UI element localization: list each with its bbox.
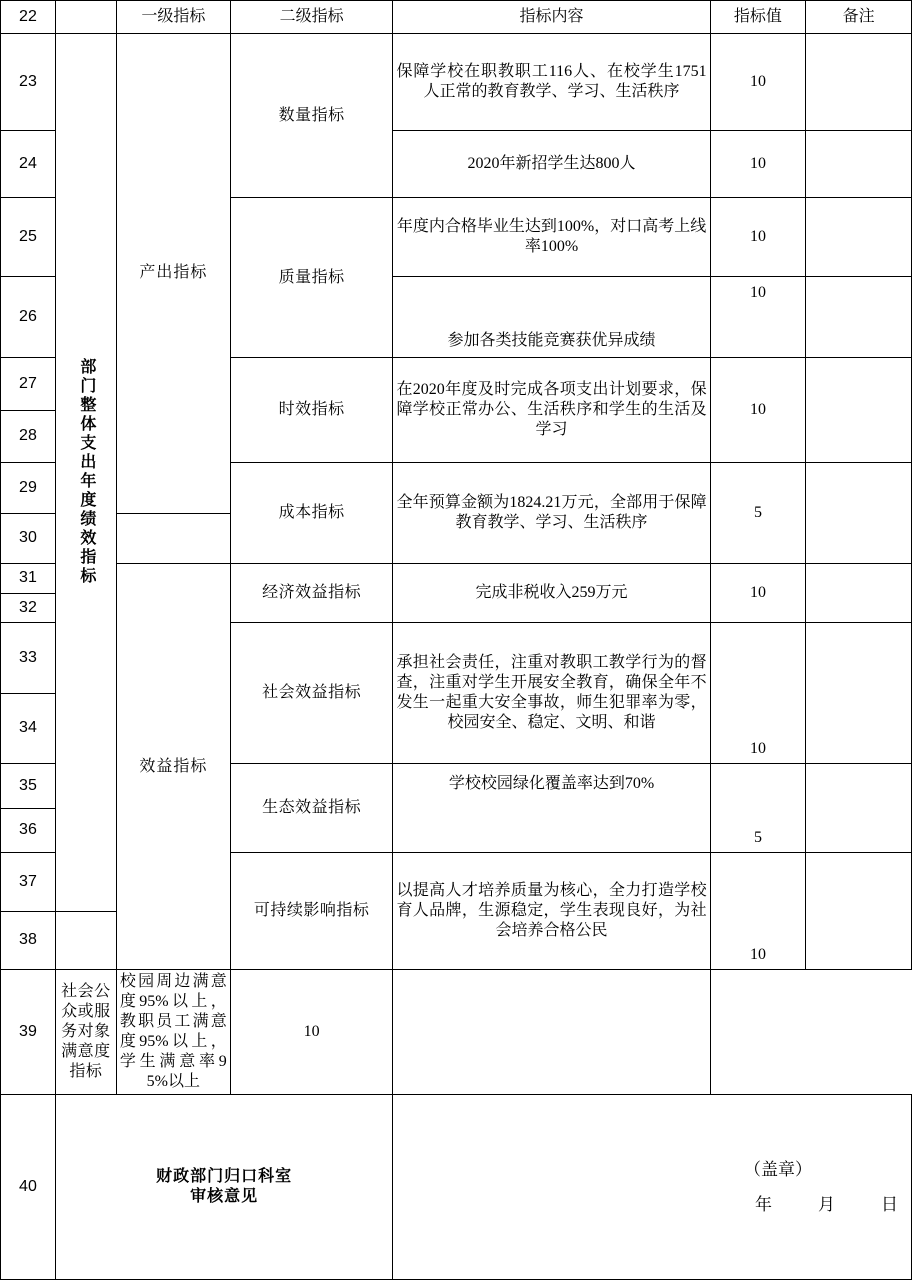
header-level2: 二级指标 (230, 1, 393, 34)
row-number-34[interactable]: 34 (1, 693, 56, 764)
row-number-24[interactable]: 24 (1, 131, 56, 198)
side-label-text: 部门整体支出年度绩效指标 (77, 358, 95, 587)
row-number-30[interactable]: 30 (1, 513, 56, 564)
remark-cell (393, 970, 710, 1095)
header-content: 指标内容 (393, 1, 710, 34)
seal-placeholder: （盖章） (744, 1159, 812, 1179)
content-cell: 参加各类技能竞赛获优异成绩 (393, 277, 710, 358)
table-row-opinion (1, 1095, 912, 1280)
row-number-38[interactable]: 38 (1, 911, 56, 970)
value-cell: 5 (710, 463, 806, 564)
remark-cell (806, 853, 912, 970)
row-number-33[interactable]: 33 (1, 623, 56, 694)
value-cell: 10 (710, 34, 806, 131)
row-number-23[interactable]: 23 (1, 34, 56, 131)
level2-timeliness: 时效指标 (230, 358, 393, 463)
header-remark: 备注 (806, 1, 912, 34)
remark-cell (806, 131, 912, 198)
remark-cell (806, 463, 912, 564)
header-col-a (55, 1, 116, 34)
content-cell: 在2020年度及时完成各项支出计划要求，保障学校正常办公、生活秩序和学生的生活及学习 (393, 358, 710, 463)
date-year: 年 (755, 1195, 772, 1214)
value-cell: 5 (710, 764, 806, 853)
level1-output: 产出指标 (116, 34, 230, 514)
table-row (1, 970, 912, 1095)
level2-sustainable: 可持续影响指标 (230, 853, 393, 970)
table-header-row (1, 1, 912, 34)
remark-cell (806, 277, 912, 358)
content-cell: 完成非税收入259万元 (393, 564, 710, 623)
date-day: 日 (881, 1195, 898, 1214)
content-cell: 保障学校在职教职工116人、在校学生1751人正常的教育教学、学习、生活秩序 (393, 34, 710, 131)
content-cell: 以提高人才培养质量为核心，全力打造学校育人品牌，生源稳定，学生表现良好，为社会培养合格公民 (393, 853, 710, 970)
value-cell: 10 (710, 131, 806, 198)
remark-cell (806, 623, 912, 764)
date-line (396, 1180, 908, 1215)
row-number-26[interactable]: 26 (1, 277, 56, 358)
header-value: 指标值 (710, 1, 806, 34)
row-number-25[interactable]: 25 (1, 198, 56, 277)
content-cell: 年度内合格毕业生达到100%，对口高考上线率100% (393, 198, 710, 277)
level2-quality: 质量指标 (230, 198, 393, 358)
level1-benefit: 效益指标 (116, 564, 230, 970)
value-cell: 10 (710, 277, 806, 358)
table-row (1, 564, 912, 594)
level2-economic: 经济效益指标 (230, 564, 393, 623)
value-cell: 10 (230, 970, 393, 1095)
table-row (1, 34, 912, 131)
date-month: 月 (818, 1195, 835, 1214)
remark-cell (806, 564, 912, 623)
row-number-36[interactable]: 36 (1, 808, 56, 853)
row-number-40[interactable]: 40 (1, 1095, 56, 1280)
row-number-28[interactable]: 28 (1, 410, 56, 463)
header-level1: 一级指标 (116, 1, 230, 34)
finance-review-label-line2: 审核意见 (190, 1188, 259, 1205)
finance-review-label (55, 1095, 393, 1280)
row-number-35[interactable]: 35 (1, 764, 56, 809)
level2-ecological: 生态效益指标 (230, 764, 393, 853)
row-number-32[interactable]: 32 (1, 593, 56, 623)
value-cell: 10 (710, 564, 806, 623)
level2-satisfaction: 社会公众或服务对象满意度指标 (55, 970, 116, 1095)
content-cell: 全年预算金额为1824.21万元，全部用于保障教育教学、学习、生活秩序 (393, 463, 710, 564)
remark-cell (806, 198, 912, 277)
level2-cost: 成本指标 (230, 463, 393, 564)
content-cell: 学校校园绿化覆盖率达到70% (393, 764, 710, 853)
remark-cell (806, 34, 912, 131)
row-number-31[interactable]: 31 (1, 564, 56, 594)
content-cell: 承担社会责任，注重对教职工教学行为的督查，注重对学生开展安全教育，确保全年不发生一起重大安全事故，师生犯罪率为零，校园安全、稳定、文明、和谐 (393, 623, 710, 764)
value-cell: 10 (710, 623, 806, 764)
row-number-37[interactable]: 37 (1, 853, 56, 912)
row-number-22[interactable]: 22 (1, 1, 56, 34)
level2-quantity: 数量指标 (230, 34, 393, 198)
value-cell: 10 (710, 358, 806, 463)
value-cell: 10 (710, 853, 806, 970)
value-cell: 10 (710, 198, 806, 277)
remark-cell (806, 358, 912, 463)
finance-review-label-line1: 财政部门归口科室 (156, 1168, 293, 1185)
row-number-39[interactable]: 39 (1, 970, 56, 1095)
side-label-cell (55, 34, 116, 912)
row-number-29[interactable]: 29 (1, 463, 56, 514)
finance-review-body[interactable] (393, 1095, 912, 1280)
level2-social: 社会效益指标 (230, 623, 393, 764)
content-cell: 校园周边满意度95%以上，教职员工满意度95%以上，学生满意率95%以上 (116, 970, 230, 1095)
remark-cell (806, 764, 912, 853)
row-number-27[interactable]: 27 (1, 358, 56, 411)
content-cell: 2020年新招学生达800人 (393, 131, 710, 198)
